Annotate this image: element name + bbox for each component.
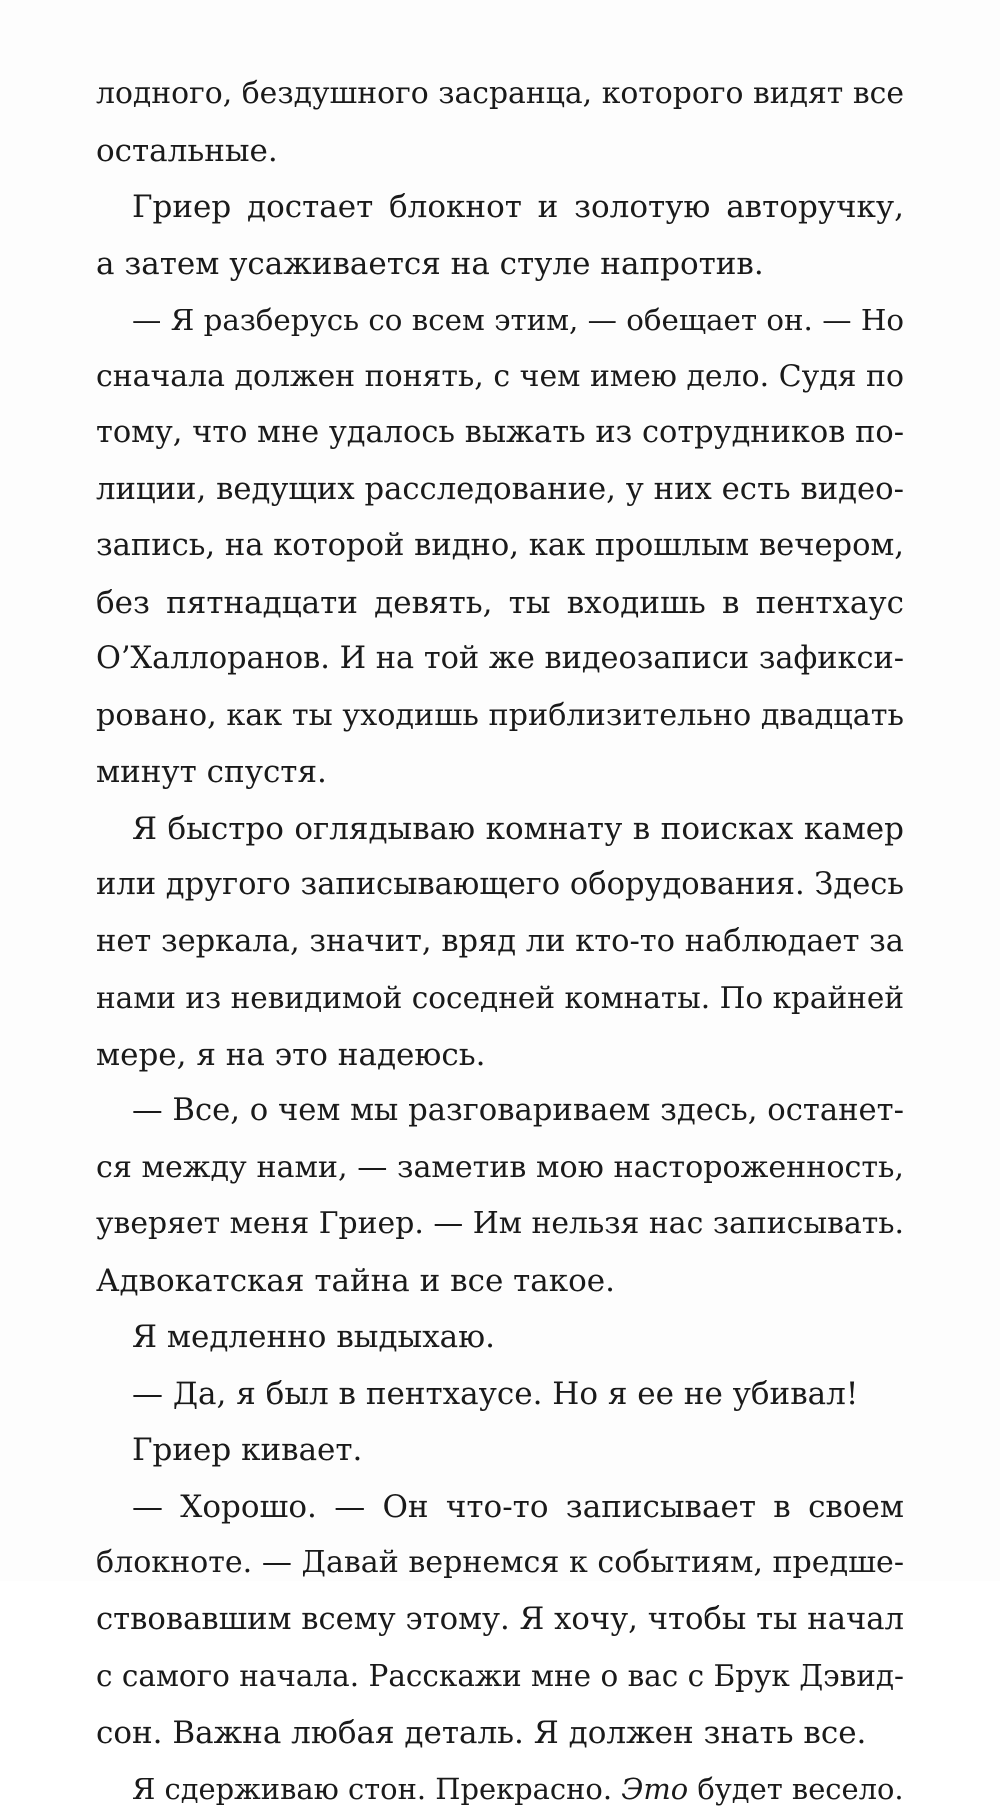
text-line: лиции, ведущих расследование, у них есть видео-	[96, 471, 904, 507]
text-line: — Да, я был в пентхаусе. Но я ее не убивал!	[132, 1375, 859, 1412]
text-line: Я медленно выдыхаю.	[132, 1319, 496, 1355]
text-line: или другого записывающего оборудования. Здесь	[96, 867, 904, 902]
text-line: без пятнадцати девять, ты входишь в пентхаус	[96, 584, 904, 621]
page-text	[96, 66, 904, 1818]
text-line: нами из невидимой соседней комнаты. По крайней	[96, 981, 904, 1015]
text-line: тому, что мне удалось выжать из сотрудников по-	[96, 415, 904, 450]
text-line: — Все, о чем мы разговариваем здесь, останет-	[132, 1093, 904, 1128]
text-line: — Я разберусь со всем этим, — обещает он. — Но	[132, 303, 904, 337]
final-line-end: будет весело.	[688, 1772, 904, 1806]
text-line: блокноте. — Давай вернемся к событиям, предше-	[96, 1545, 904, 1580]
text-line: уверяет меня Гриер. — Им нельзя нас записывать.	[96, 1206, 904, 1241]
text-line: лодного, бездушного засранца, которого видят все	[96, 76, 904, 111]
text-line: а затем усаживается на стуле напротив.	[96, 245, 764, 282]
text-line: сон. Важна любая деталь. Я должен знать все.	[96, 1714, 867, 1751]
final-line-start: Я сдерживаю стон. Прекрасно.	[132, 1772, 622, 1806]
final-line-emphasis: Это	[621, 1772, 689, 1806]
text-line: Гриер кивает.	[132, 1432, 363, 1468]
text-line: Гриер достает блокнот и золотую авторучку,	[132, 189, 904, 225]
text-line: ствовавшим всему этому. Я хочу, чтобы ты начал	[96, 1601, 904, 1637]
text-line: запись, на которой видно, как прошлым вечером,	[96, 528, 904, 563]
text-line: ся между нами, — заметив мою настороженность,	[96, 1149, 904, 1185]
text-line: с самого начала. Расскажи мне о вас с Брук Дэвид-	[96, 1659, 904, 1693]
text-line-final	[96, 1761, 904, 1818]
text-line: нет зеркала, значит, вряд ли кто-то наблюдает за	[96, 923, 904, 959]
text-line: Адвокатская тайна и все такое.	[96, 1262, 616, 1299]
text-line: — Хорошо. — Он что-то записывает в своем	[132, 1488, 904, 1525]
text-line: сначала должен понять, с чем имею дело. Судя по	[96, 358, 904, 394]
text-line: мере, я на это надеюсь.	[96, 1036, 486, 1073]
text-line: остальные.	[96, 132, 278, 169]
text-line: Я быстро оглядываю комнату в поисках камер	[132, 810, 904, 847]
text-line: ровано, как ты уходишь приблизительно двадцать	[96, 697, 904, 733]
text-line: О’Халлоранов. И на той же видеозаписи зафикси-	[96, 641, 904, 676]
text-line: минут спустя.	[96, 754, 327, 790]
